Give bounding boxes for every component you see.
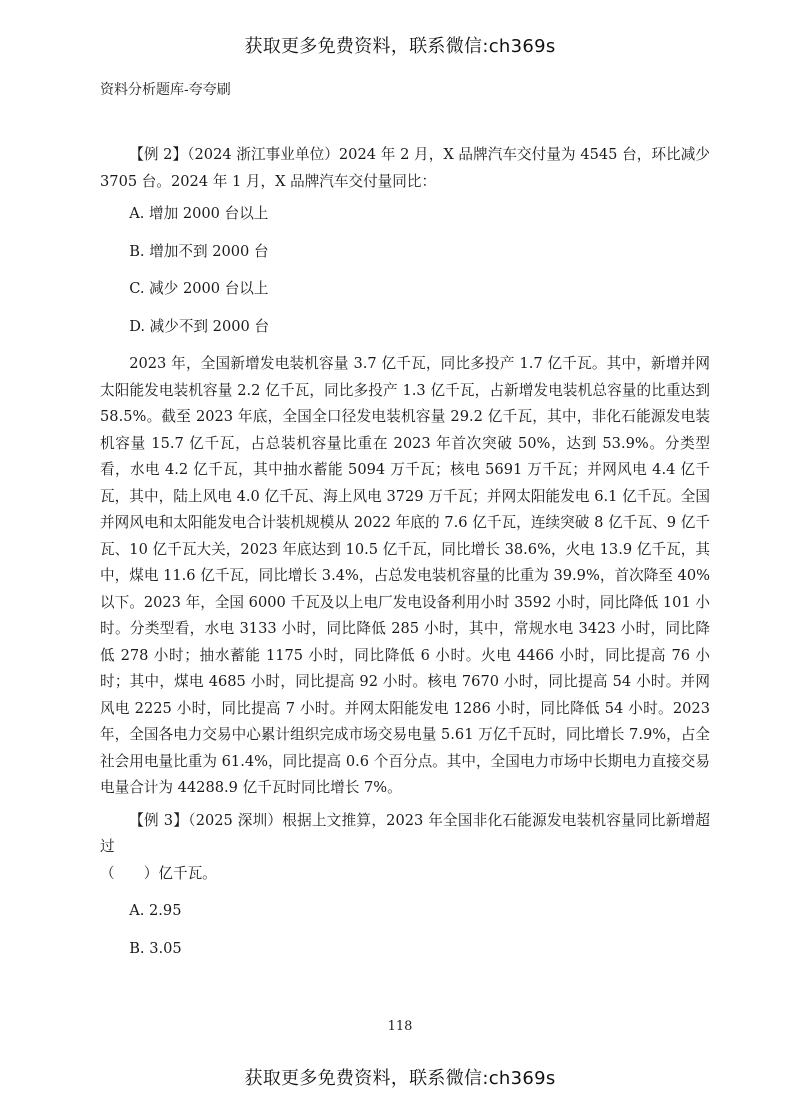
example-2-question: 【例 2】（2024 浙江事业单位）2024 年 2 月，X 品牌汽车交付量为 4545 台，环比减少 3705 台。2024 年 1 月，X 品牌汽车交付量同比： [100,146,710,190]
page-number: 118 [387,1019,413,1034]
example-2-option-d: D. 减少不到 2000 台 [129,317,270,335]
example-3-option-b: B. 3.05 [129,939,182,957]
example-2-option-b: B. 增加不到 2000 台 [129,242,269,260]
promo-banner-top: 获取更多免费资料，联系微信:ch369s [244,36,556,57]
passage-paragraph: 2023 年，全国新增发电装机容量 3.7 亿千瓦，同比多投产 1.7 亿千瓦。其中，新增并网太阳能发电装机容量 2.2 亿千瓦，同比多投产 1.3 亿千瓦，占新增发电装机总容量的比重达到 58.5%。截至 2023 年底，全国全口径发电装机容量 29.2 亿千瓦，其中，非化石能源发电装机容量 15.7 亿千瓦，占总装机容量比重在 2023 年首次突破 50%，达到 53.9%。分类型看，水电 4.2 亿千瓦，其中抽水蓄能 5094 万千瓦；核电 5691 万千瓦；并网风电 4.4 亿千瓦，其中，陆上风电 4.0 亿千瓦、海上风电 3729 万千瓦；并网太阳能发电 6.1 亿千瓦。全国并网风电和太阳能发电合计装机规模从 2022 年底的 7.6 亿千瓦，连续突破 8 亿千瓦、9 亿千瓦、10 亿千瓦大关，2023 年底达到 10.5 亿千瓦，同比增长 38.6%，火电 13.9 亿千瓦，其中，煤电 11.6 亿千瓦，同比增长 3.4%，占总发电装机容量的比重为 39.9%，首次降至 40%以下。2023 年，全国 6000 千瓦及以上电厂发电设备利用小时 3592 小时，同比降低 101 小时。分类型看，水电 3133 小时，同比降低 285 小时，其中，常规水电 3423 小时，同比降低 278 小时；抽水蓄能 1175 小时，同比降低 6 小时。火电 4466 小时，同比提高 76 小时；其中，煤电 4685 小时，同比提高 92 小时。核电 7670 小时，同比提高 54 小时。并网风电 2225 小时，同比提高 7 小时。并网太阳能发电 1286 小时，同比降低 54 小时。2023 年，全国各电力交易中心累计组织完成市场交易电量 5.61 万亿千瓦时，同比增长 7.9%，占全社会用电量比重为 61.4%，同比提高 0.6 个百分点。其中，全国电力市场中长期电力直接交易电量合计为 44288.9 亿千瓦时同比增长 7%。 [100,355,710,796]
example-3-blank: （ ）亿千瓦。 [100,864,217,882]
document-body [100,142,710,973]
example-2-option-a: A. 增加 2000 台以上 [129,205,269,222]
promo-banner-bottom: 获取更多免费资料，联系微信:ch369s [244,1068,556,1089]
example-3-question: 【例 3】（2025 深圳）根据上文推算，2023 年全国非化石能源发电装机容量同比新增超过 [100,811,710,855]
page-subtitle: 资料分析题库-夸夸刷 [100,82,231,98]
example-2-option-c: C. 减少 2000 台以上 [129,280,269,297]
example-3-option-a: A. 2.95 [129,902,182,919]
